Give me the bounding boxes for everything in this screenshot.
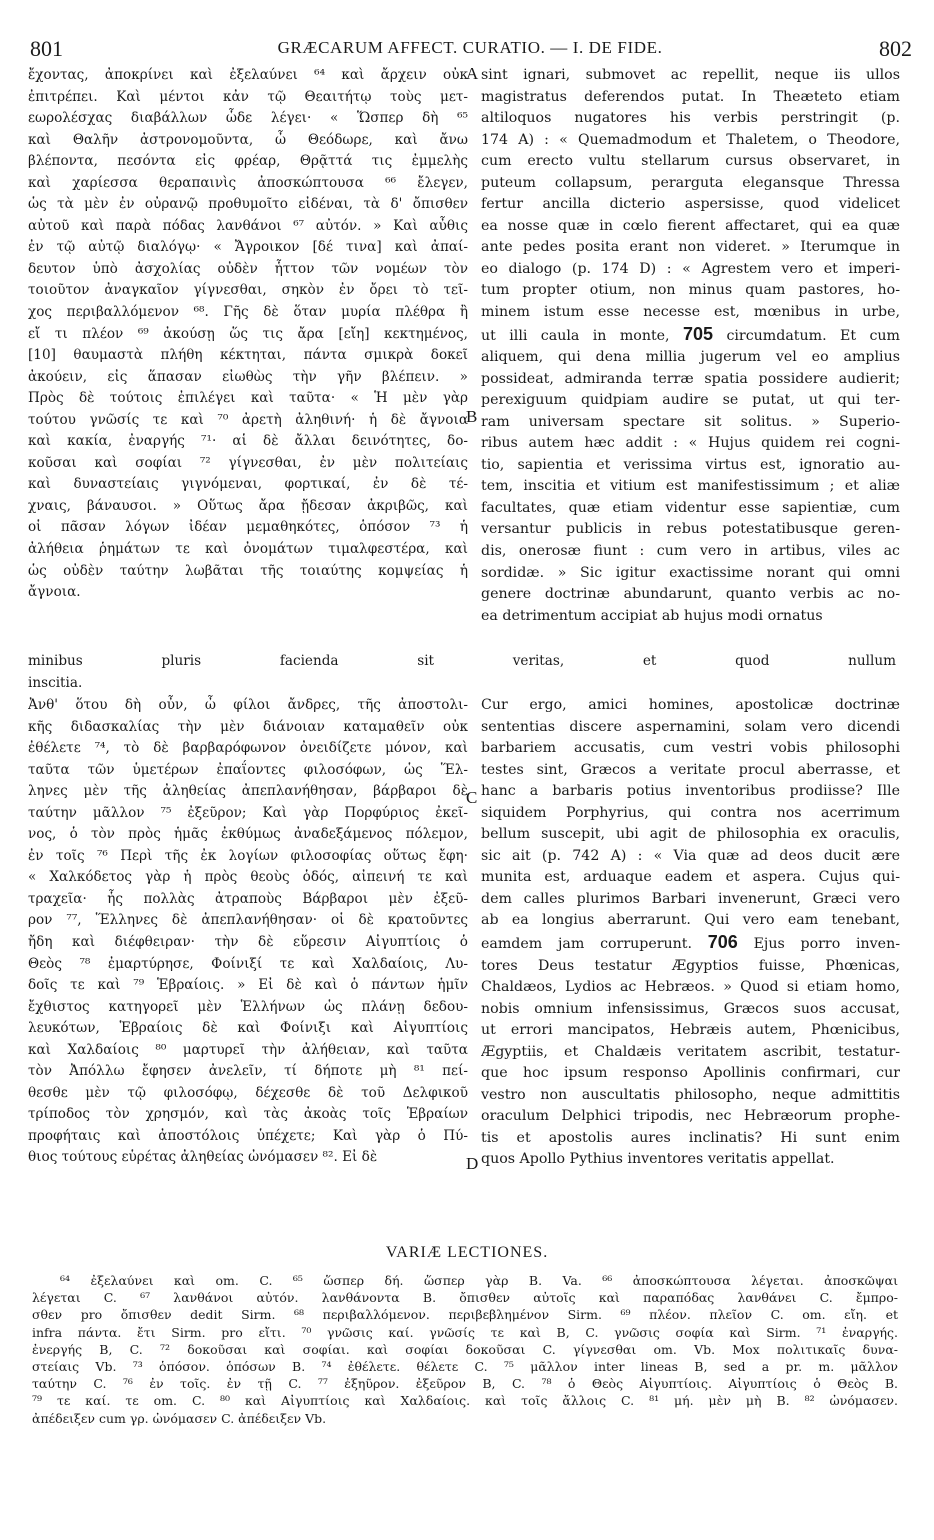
latin-text-line: barbariem accusatis, cum vestri vobis philosophi: [481, 740, 900, 757]
greek-text-line: λευκότων, Ἑβραίοις δὲ καὶ Φοίνιξι καὶ Αἰγυπτίοις: [28, 1020, 468, 1037]
greek-text-line: χναις, βάναυσοι. » Οὕτως ἄρα ᾔδεσαν ἀκριβῶς, καὶ: [28, 497, 468, 514]
latin-text-line: ut errori mancipatos, Hebræis autem, Phœnicibus,: [481, 1022, 900, 1039]
latin-text-line: Cur ergo, amici homines, apostolicæ doctrinæ: [481, 697, 900, 713]
greek-text-line: τοιοῦτον ἀναγκαῖον γίγνεσθαι, σηκὸν ἐν ὄρει τὸ τεῖ-: [28, 282, 468, 299]
greek-text-line: Ἀνθ' ὅτου δὴ οὖν, ὦ φίλοι ἄνδρες, τῆς ἀποστολι-: [28, 697, 468, 713]
greek-text-line: καὶ δυναστείαις γιγνόμεναι, φορτικαί, ἐν δὲ τέ-: [28, 476, 468, 493]
greek-text-line: ληνες μὲν τῆς ἀληθείας ἀπεπλανήθησαν, βάρβαροι δὲ: [28, 783, 468, 800]
latin-text-line: aliquem, qui dena millia jugerum vel eo amplius: [481, 349, 900, 366]
marginal-number-705: 705: [682, 323, 714, 344]
greek-text-line: ἀλήθεια ῥημάτων τε καὶ ὀνομάτων τιμαλφεστέρα, καὶ: [28, 541, 468, 558]
greek-text-line: καὶ Χαλδαίοις ⁸⁰ μαρτυρεῖ τὴν ἀλήθειαν, καὶ ταῦτα: [28, 1041, 468, 1058]
latin-text-line: tio, sapientia et verissima virtus est, ignoratio au-: [481, 456, 900, 473]
greek-text-line: ταῦτα τῶν ὑμετέρων ἐπαΐοντες φιλοσόφων, ὡς Ἕλ-: [28, 761, 468, 778]
latin-text-line: minem istum esse necesse est, mœnibus in urbe,: [481, 304, 900, 321]
latin-text-line: perexiguum quidpiam audire se putat, ut qui ter-: [481, 392, 900, 409]
greek-text-line: ἔχθιστος κατηγορεῖ μὲν Ἑλλήνων ὡς πλάνῃ δεδου-: [28, 998, 468, 1015]
greek-text-line: βλέποντα, πεσόντα εἰς φρέαρ, Θρᾷττά τις ἐμμελὴς: [28, 153, 468, 170]
latin-text-line: dem calles plurimos Barbari invenerunt, Græci vero: [481, 890, 900, 907]
greek-text-line: ἐν τοῖς ⁷⁶ Περὶ τῆς ἐκ λογίων φιλοσοφίας οὕτως ἔφη·: [28, 847, 468, 864]
greek-text-line: Θεὸς ⁷⁸ ἐμαρτύρησε, Φοίνιξί τε καὶ Χαλδαίοις, Λυ-: [28, 955, 468, 972]
latin-text-line: siquidem Porphyrius, qui contra nos acerrimum: [481, 804, 900, 821]
greek-text-line: ἐν τῷ αὐτῷ διαλόγῳ· « Ἄγροικον [δέ τινα] καὶ ἀπαί-: [28, 239, 468, 256]
greek-text-line: καὶ χαρίεσσα θεραπαινὶς ἀποσκώπτουσα ⁶⁶ ἔλεγεν,: [28, 174, 468, 191]
variant-note-line: ἐνεργής B, C. ⁷² δοκοῦσαι καὶ σοφίαι. καὶ σοφίαι δοκοῦσαι C. γίγνεσθαι om. Vb. Mox πολιτικαῖς δυνα-: [32, 1341, 898, 1357]
variant-readings: [32, 1272, 898, 1427]
latin-text-line: 174 A) : « Quemadmodum et Thaletem, o Theodore,: [481, 131, 900, 148]
greek-text-line: ἤδη καὶ διέφθειραν· τὴν δὲ εὕρεσιν Αἰγυπτίοις ὁ: [28, 934, 468, 951]
greek-text-line: ταύτην μᾶλλον ⁷⁵ ἐξεῦρον; Καὶ γὰρ Πορφύριος ἐκεῖ-: [28, 804, 468, 821]
latin-text-line: puteum collapsum, perarguta elegansque Thressa: [481, 174, 900, 191]
latin-text-line: bellum suscepit, ubi agit de philosophia ex oraculis,: [481, 826, 900, 843]
greek-column-top: [28, 65, 468, 604]
page-number-left: 801: [30, 36, 63, 61]
greek-text-line: δοῖς τε καὶ ⁷⁹ Ἑβραίοις. » Εἰ δὲ καὶ ὁ πάντων ἡμῖν: [28, 977, 468, 994]
greek-text-line: δευτον ὑπὸ ἀσχολίας οὐδὲν ἧττον τῶν νομέων τὸν: [28, 260, 468, 277]
latin-column-bottom: [481, 695, 900, 1171]
greek-text-line: « Χαλκόδετος γὰρ ἡ πρὸς θεοὺς ὁδός, αἰπεινή τε καὶ: [28, 869, 468, 886]
latin-text-line: fertur ancilla dicterio aspersisse, quod videlicet: [481, 196, 900, 213]
variant-note-line: ἀπέδειξεν cum γρ. ὠνόμασεν C. ἀπέδειξεν Vb.: [32, 1410, 327, 1426]
latin-column-top: [481, 65, 900, 627]
latin-text-fragment: circumdatum. Et cum: [713, 327, 900, 344]
latin-text-line: [481, 932, 900, 956]
greek-text-line: ἔχοντας, ἀποκρίνει καὶ ἐξελαύνει ⁶⁴ καὶ ἄρχειν οὐκ: [28, 67, 468, 83]
latin-text-line: versantur publicis in rebus potestatibusque geren-: [481, 521, 900, 538]
running-title: GRÆCARUM AFFECT. CURATIO. — I. DE FIDE.: [277, 38, 663, 57]
latin-text-line: sic ait (p. 742 A) : « Via quæ ad deos ducit ære: [481, 847, 900, 864]
greek-text-line: οἱ πᾶσαν λόγων ἰδέαν μεμαθηκότες, ὁπόσον ⁷³ ἡ: [28, 519, 468, 536]
latin-text-line: magistratus deferendos putat. In Theæteto etiam: [481, 88, 900, 105]
greek-text-line: ἐπιτρέπει. Καὶ μέντοι κἀν τῷ Θεαιτήτῳ τοὺς μετ-: [28, 88, 468, 105]
latin-text-line: ribus autem hæc addit : « Hujus quidem rei cogni-: [481, 435, 900, 452]
latin-text-line: Ægyptiis, et Chaldæis veritatem ascribit, testatur-: [481, 1043, 900, 1060]
latin-text-line: tores Deus testatur Ægyptios fuisse, Phœnicas,: [481, 957, 900, 974]
greek-text-line: τραχεῖα· ἧς πολλὰς ἀτραποὺς Βάρβαροι μὲν ἐξεῦ-: [28, 890, 468, 907]
greek-text-line: Πρὸς δὲ τούτοις ἐπιλέγει καὶ ταῦτα· « Ἡ μὲν γὰρ: [28, 390, 468, 407]
greek-column-bottom: [28, 695, 468, 1169]
greek-text-line: τούτου γνῶσίς τε καὶ ⁷⁰ ἀρετὴ ἀληθινή· ἡ δὲ ἄγνοια: [28, 411, 468, 428]
margin-marker-d: D: [466, 1154, 479, 1173]
greek-text-line: χος περιβαλλόμενον ⁶⁸. Γῆς δὲ ὅταν μυρία πλέθρα ἢ: [28, 304, 468, 321]
latin-text-line: tem, inscitia et vitium est manifestissimum ; et aliæ: [481, 478, 900, 495]
latin-text-line: altiloquos nugatores his verbis perstringit (p.: [481, 110, 900, 127]
latin-text-line: ab ea longius aberrarunt. Qui vero eam tenebant,: [481, 912, 900, 929]
latin-text-line: ut illi caula in monte, 705 circumdatum. Et cum: [481, 323, 900, 344]
margin-marker-a: A: [466, 64, 479, 83]
latin-text-line: vestro non auscultatis philosopho, neque admittitis: [481, 1086, 900, 1103]
greek-text-line: θεσθε μὲν τῷ φιλοσόφῳ, δέχεσθε δὲ τοῦ Δελφικοῦ: [28, 1084, 468, 1101]
greek-text-line: ρον ⁷⁷, Ἕλληνες δὲ ἀπεπλανήθησαν· οἱ δὲ κρατοῦντες: [28, 912, 468, 929]
latin-text-fragment: Ejus porro inven-: [737, 936, 900, 953]
latin-text-line: possideat, admiranda terræ spatia possidere audierit;: [481, 370, 900, 387]
page-number-right: 802: [879, 36, 912, 61]
greek-text-line: καὶ Θαλῆν ἀστρονομοῦντα, ὦ Θεόδωρε, καὶ ἄνω: [28, 131, 468, 148]
latin-text-line: nobis omnium infensissimus, Græcos suos accusat,: [481, 1000, 900, 1017]
variant-note-line: λέγεται C. ⁶⁷ λανθάνοι αὐτόν. λανθάνοντα B. ὄπισθεν αὐτοῖς καὶ παραπόδας λανθάνει C. ἔμπρο-: [32, 1290, 898, 1306]
latin-text-line: oraculum Delphici tripodis, nec Hebræorum prophe-: [481, 1108, 900, 1125]
latin-text-line: eo dialogo (p. 174 D) : « Agrestem vero et imperi-: [481, 260, 900, 277]
variae-lectiones-heading: VARIÆ LECTIONES.: [385, 1244, 549, 1261]
latin-text-line: hanc a barbaris potius inventoribus prodiisse? Ille: [481, 783, 900, 800]
marginal-number-706: 706: [707, 932, 738, 953]
greek-text-line: [10] θαυμαστὰ πλήθη κέκτηται, πάντα σμικρὰ δοκεῖ: [28, 347, 468, 364]
latin-text-line: cum erecto vultu stellarum cursus observaret, in: [481, 153, 900, 170]
latin-text-line: Chaldæos, Lydios ac Hebræos. » Quod si etiam homo,: [481, 979, 900, 996]
greek-text-line: εἴ τι πλέον ⁶⁹ ἀκούσῃ ὥς τις ἄρα [εἴη] κεκτημένος,: [28, 325, 468, 342]
latin-text-fragment: eamdem jam corruperunt.: [481, 936, 708, 953]
latin-text-line: facultates, quæ etiam videntur esse sapientiæ, cum: [481, 499, 900, 516]
latin-text-line: munita est, arduaque eadem et aspera. Cujus qui-: [481, 869, 900, 886]
margin-marker-b: B: [466, 407, 478, 426]
variant-note-line: ⁷⁹ τε καί. τε om. C. ⁸⁰ καὶ Αἰγυπτίοις καὶ Χαλδαίοις. καὶ τοῖς ἄλλοις C. ⁸¹ μή. μὲν μὴ B. ⁸² ὠνόμασεν.: [32, 1393, 898, 1409]
full-width-line: minibus pluris facienda sit veritas, et quod nullum: [28, 653, 896, 669]
variant-note-line: σθεν pro ὄπισθεν dedit Sirm. ⁶⁸ περιβαλλόμενον. περιβεβλημένον Sirm. ⁶⁹ πλέον. πλεῖον C. om. εἴη. et: [32, 1307, 898, 1323]
greek-text-line: θιος τούτους εὑρέτας ἀληθείας ὠνόμασεν ⁸². Εἰ δὲ: [28, 1149, 378, 1166]
variant-note-line: infra πάντα. ἔτι Sirm. pro εἴτι. ⁷⁰ γνῶσις καί. γνῶσίς τε καὶ B, C. γνῶσις σοφία καὶ Sirm. ⁷¹ ἐναργής.: [32, 1324, 898, 1340]
latin-text-line: sordidæ. » Sic igitur exactissime norant qui omni: [481, 564, 900, 581]
latin-text-line: quos Apollo Pythius inventores veritatis appellat.: [481, 1151, 835, 1168]
greek-text-line: προφήταις καὶ ἀποστόλοις ὑπέχετε; Καὶ γὰρ ὁ Πύ-: [28, 1127, 468, 1144]
latin-text-line: sententias discere aspernamini, solam vero dicendi: [481, 718, 900, 735]
latin-text-line: ram universam spectare sit solitus. » Superio-: [481, 413, 900, 430]
margin-marker-c: C: [466, 788, 478, 807]
greek-text-line: εωρολέσχας διαβάλλων ὧδε λέγει· « Ὥσπερ δὴ ⁶⁵: [28, 110, 468, 127]
latin-text-line: ea nosse quæ in cœlo fierent affectaret, qui ea quæ: [481, 217, 900, 234]
greek-text-line: κοῦσαι καὶ σοφίαι ⁷² γίγνεσθαι, ἐν μὲν πολιτείαις: [28, 454, 468, 471]
greek-text-line: ἄγνοια.: [28, 584, 81, 601]
greek-text-line: τὸν Ἀπόλλω ἔφησεν ἀνελεῖν, τί δήποτε μὴ ⁸¹ πεί-: [28, 1063, 468, 1080]
greek-text-line: ἀκούειν, εἰς ἅπασαν εἰωθὼς τὴν γῆν βλέπειν. »: [28, 368, 468, 385]
greek-text-line: ὡς τὰ μὲν ἐν οὐρανῷ προθυμοῖτο εἰδέναι, τὰ δ' ὄπισθεν: [28, 196, 468, 213]
greek-text-line: τρίποδος τὸν χρησμόν, καὶ τὰς ἀκοὰς τοῖς Ἑβραίων: [28, 1106, 468, 1123]
latin-text-line: tis et apostolis aures inclinatis? Hi sunt enim: [481, 1129, 900, 1146]
latin-text-line: sint ignari, submovet ac repellit, neque iis ullos: [481, 67, 900, 83]
latin-text-line: genere doctrinæ abundarunt, quanto verbis ac no-: [481, 586, 900, 603]
variant-note-line: στείαις Vb. ⁷³ ὁπόσον. ὁπόσων B. ⁷⁴ ἐθέλετε. θέλετε C. ⁷⁵ μᾶλλον inter lineas B, sed a pr. m. μᾶλλον: [32, 1359, 898, 1375]
full-width-lines: [28, 651, 896, 694]
greek-text-line: αὐτοῦ καὶ παρὰ πόδας λανθάνοι ⁶⁷ αὐτόν. » Καὶ αὖθις: [28, 217, 468, 234]
greek-text-line: ὡς οὐδὲν ταύτην λωβᾶται τῆς τοιαύτης κομψείας ἡ: [28, 562, 468, 579]
greek-text-line: κῆς διδασκαλίας τὴν μὲν διάνοιαν καταμαθεῖν οὐκ: [28, 718, 468, 735]
variant-note-line: ⁶⁴ ἐξελαύνει καὶ om. C. ⁶⁵ ὥσπερ δή. ὥσπερ γὰρ B. Va. ⁶⁶ ἀποσκώπτουσα λέγεται. ἀποσκῶψαι: [60, 1273, 898, 1288]
greek-text-line: νος, ὁ τὸν πρὸς ἡμᾶς ἐκθύμως ἀναδεξάμενος πόλεμον,: [28, 826, 468, 843]
greek-text-line: καὶ κακία, ἐναργής ⁷¹· αἱ δὲ ἄλλαι δεινότητες, δο-: [28, 433, 468, 450]
greek-text-line: ἐθέλετε ⁷⁴, τὸ δὲ βαρβαρόφωνον ὀνειδίζετε μόνον, καὶ: [28, 740, 468, 757]
latin-text-line: testes sint, Græcos a veritate procul aberrasse, et: [481, 761, 900, 778]
latin-text-line: que hoc ipsum responso Apollinis confirmari, cur: [481, 1065, 900, 1082]
variant-note-line: ταύτην C. ⁷⁶ ἐν τοῖς. ἐν τῇ C. ⁷⁷ ἐξηῦρον. ἐξεῦρον B, C. ⁷⁸ ὁ Θεὸς Αἰγυπτίοις. Αἰγυπτίοις ὁ Θεὸς B.: [32, 1376, 898, 1392]
full-width-line: inscitia.: [28, 674, 83, 691]
latin-text-line: ea detrimentum accipiat ab hujus modi ornatus: [481, 607, 823, 624]
latin-text-line: dis, onerosæ fiunt : cum vero in artibus, viles ac: [481, 543, 900, 560]
latin-text-line: tum propter otium, non minus quam pastores, ho-: [481, 282, 900, 299]
page-header: [28, 36, 912, 66]
latin-text-line: ante pedes posita erant non videret. » Iterumque in: [481, 239, 900, 256]
